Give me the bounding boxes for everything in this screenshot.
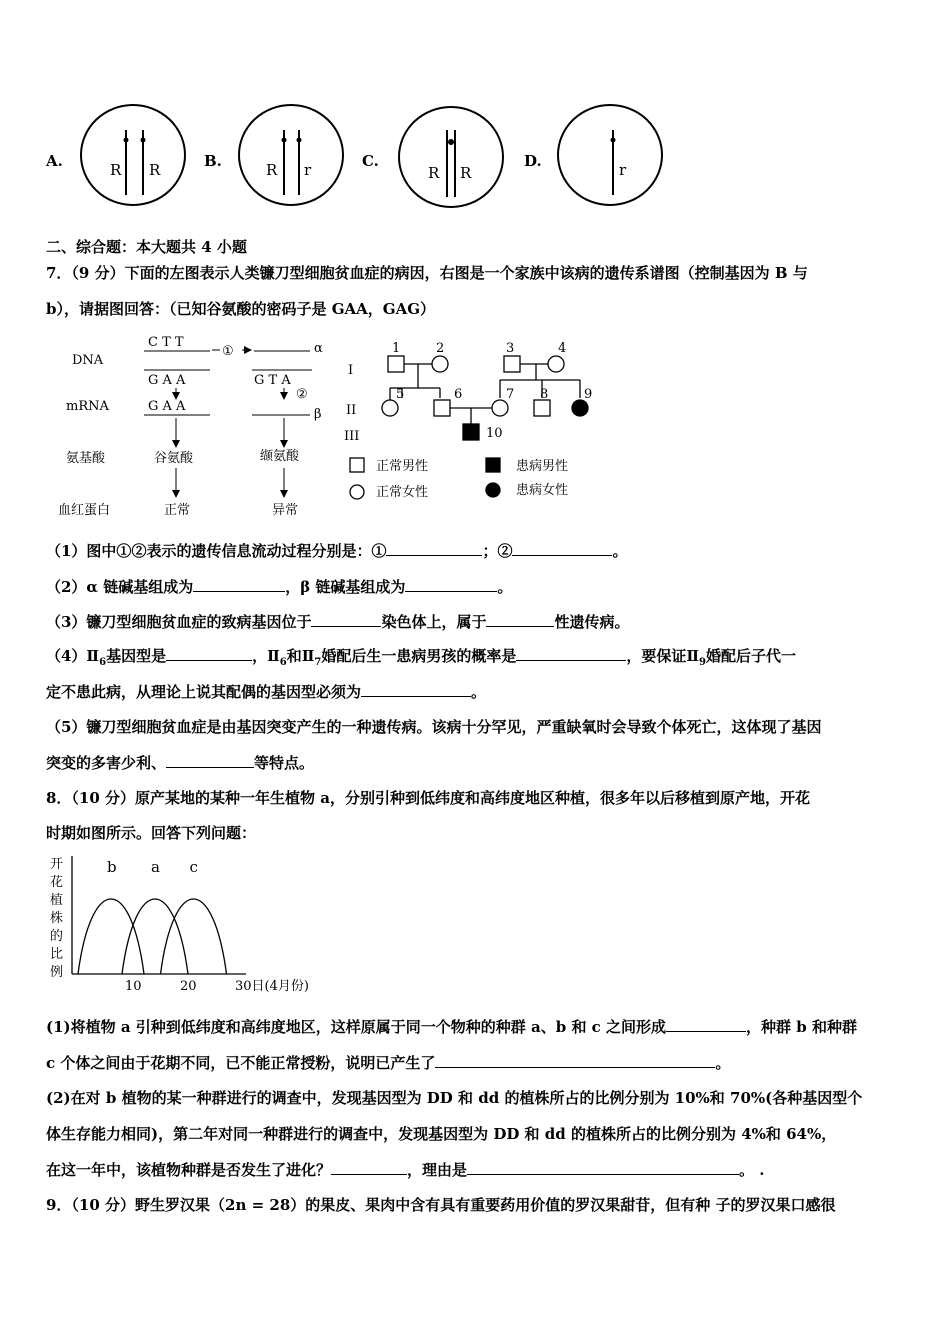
q8-s2-line1: (2)在对 b 植物的某一种群进行的调查中，发现基因型为 DD 和 dd 的植株所占的比例分别为 10%和 70%(各种基因型个 [46,1089,863,1107]
chart-ylabel-char: 植 [50,893,64,908]
hemoglobin-normal: 正常 [164,503,191,518]
individual-3-normal-male [504,356,520,372]
q7-intro-line2: b），请据图回答：（已知谷氨酸的密码子是 GAA，GAG） [46,300,436,318]
x-tick-label: 30日(4月份) [235,979,309,994]
answer-blank[interactable] [166,646,252,661]
q7-sub4: $(4)Ⅱ_6$基因型是 ，$Ⅱ_6$和$Ⅱ_7$婚配后生一患病男孩的概率是 ，要保证$Ⅱ_9$婚配后子代一 [46,647,796,668]
individual-4-normal-female [548,356,564,372]
dna-top-strand: C T T [148,335,184,350]
alpha-chain-label: α [314,341,323,356]
individual-2-normal-female [432,356,448,372]
chart-ylabel-char: 比 [50,947,64,962]
option-a-allele-2: R [149,161,161,179]
svg-text:1: 1 [392,341,401,356]
pedigree-chart [340,336,610,506]
option-c-allele-2: R [460,164,472,182]
answer-blank[interactable] [512,541,612,556]
answer-blank[interactable] [486,612,554,627]
individual-7-normal-female [492,400,508,416]
generation-3-label: III [344,429,360,444]
option-c-allele-1: R [428,164,440,182]
svg-text:2: 2 [436,341,445,356]
individual-8-normal-male [534,400,550,416]
individual-6-normal-male [434,400,450,416]
q9-intro-line1: 9．（10 分）野生罗汉果（2n = 28）的果皮、果肉中含有具有重要药用价值的罗汉果甜苷，但有种 子的罗汉果口感很 [46,1196,836,1214]
option-c-label: C. [362,152,379,170]
row-label-hemoglobin: 血红蛋白 [58,503,111,518]
chart-y-axis-label [50,857,63,980]
beta-chain-label: β [314,407,322,422]
chart-ylabel-char: 开 [50,857,64,872]
amino-acid-mutant: 缬氨酸 [260,449,300,464]
section-heading: 二、综合题：本大题共 4 小题 [46,238,247,256]
q8-s1-line1: (1)将植物 a 引种到低纬度和高纬度地区，这样原属于同一个物种的种群 a、b 和 c 之间形成 ，种群 b 和种群 [46,1018,857,1036]
option-a-allele-1: R [110,161,122,179]
individual-10-affected-male [463,424,479,440]
legend-normal-female-symbol [350,485,364,499]
hemoglobin-abnormal: 异常 [272,503,299,518]
answer-blank[interactable] [467,1160,739,1175]
legend-affected-female-symbol [486,483,500,497]
legend-affected-male: 患病男性 [516,459,569,474]
option-c-cell [399,107,503,207]
chart-ylabel-char: 花 [50,875,64,890]
option-d-label: D. [524,152,542,170]
legend-normal-male: 正常男性 [376,459,429,474]
option-b-allele-1: R [266,161,278,179]
q8-s1-line2: c 个体之间由于花期不同，已不能正常授粉，说明已产生了 。 [46,1054,731,1072]
series-label-c: c [189,858,198,876]
option-d-allele-1: r [619,161,627,179]
option-a-label: A. [46,152,63,170]
x-tick-label: 20 [180,979,197,994]
q7-sub5-line2: 突变的多害少利、 等特点。 [46,754,315,772]
individual-1-normal-male [388,356,404,372]
answer-blank[interactable] [166,753,254,768]
q7-intro-line1: 7．（9 分）下面的左图表示人类镰刀型细胞贫血症的病因，右图是一个家族中该病的遗传系谱图（控制基因为 B 与 [46,264,808,282]
q8-s2-line3: 在这一年中，该植物种群是否发生了进化？ ，理由是 。 . [46,1161,765,1179]
option-d-cell [558,105,662,205]
answer-blank[interactable] [435,1053,715,1068]
legend-affected-female: 患病女性 [516,483,569,498]
series-label-b: b [107,858,117,876]
row-label-mrna: mRNA [66,399,109,414]
row-label-amino-acid: 氨基酸 [66,451,106,466]
row-label-dna: DNA [72,353,104,368]
chart-ylabel-char: 的 [50,929,64,944]
svg-text:6: 6 [454,387,463,402]
step-2-marker: ② [296,387,308,402]
answer-blank[interactable] [311,612,381,627]
answer-blank[interactable] [516,646,626,661]
legend-affected-male-symbol [486,458,500,472]
chart-ylabel-char: 株 [50,911,64,926]
answer-blank[interactable] [331,1160,407,1175]
chromosome-options-figure [70,100,630,210]
flowering-curve-b [78,899,144,974]
flowering-chart [46,852,309,994]
step-1-marker: ① [222,344,234,359]
q8-intro-line1: 8．（10 分）原产某地的某种一年生植物 a，分别引种到低纬度和高纬度地区种植，很多年以后移植到原产地，开花 [46,789,810,807]
svg-text:3: 3 [506,341,515,356]
generation-2-label: II [346,403,357,418]
svg-text:4: 4 [558,341,567,356]
individual-9-affected-female [572,400,588,416]
q8-s2-line2: 体生存能力相同)，第二年对同一种群进行的调查中，发现基因型为 DD 和 dd 的植株所占的比例分别为 4%和 64%， [46,1125,837,1143]
q7-sub1: （1）图中①②表示的遗传信息流动过程分别是：① ；② 。 [46,542,628,560]
amino-acid-normal: 谷氨酸 [154,451,194,466]
svg-text:10: 10 [486,426,503,441]
q7-sub4-line2: 定不患此病，从理论上说其配偶的基因型必须为 。 [46,683,487,701]
svg-text:5: 5 [396,387,405,402]
x-tick-label: 10 [125,979,142,994]
sickle-cell-cause-diagram [46,332,346,522]
answer-blank[interactable] [405,577,497,592]
answer-blank[interactable] [361,682,471,697]
svg-text:7: 7 [506,387,515,402]
answer-blank[interactable] [386,541,482,556]
q8-intro-line2: 时期如图所示。回答下列问题： [46,824,257,842]
series-label-a: a [151,858,160,876]
option-b-label: B. [204,152,222,170]
generation-1-label: I [348,363,354,378]
chart-ylabel-char: 例 [50,965,64,980]
individual-5-normal-female [382,400,398,416]
svg-text:8: 8 [540,387,549,402]
mutant-dna-strand: G T A [254,373,291,388]
answer-blank[interactable] [193,577,285,592]
option-b-allele-2: r [304,161,312,179]
option-a-cell [81,105,185,205]
answer-blank[interactable] [666,1017,746,1032]
legend-normal-male-symbol [350,458,364,472]
dna-bottom-strand: G A A [148,373,186,388]
q7-sub5-line1: （5）镰刀型细胞贫血症是由基因突变产生的一种遗传病。该病十分罕见，严重缺氧时会导致个体死亡，这体现了基因 [46,718,822,736]
q7-sub2: （2）α 链碱基组成为 ，β 链碱基组成为 。 [46,578,513,596]
option-b-cell [239,105,343,205]
svg-text:9: 9 [584,387,593,402]
mrna-strand: G A A [148,399,186,414]
q7-sub3: （3）镰刀型细胞贫血症的致病基因位于 染色体上，属于 性遗传病。 [46,613,630,631]
legend-normal-female: 正常女性 [376,485,429,500]
